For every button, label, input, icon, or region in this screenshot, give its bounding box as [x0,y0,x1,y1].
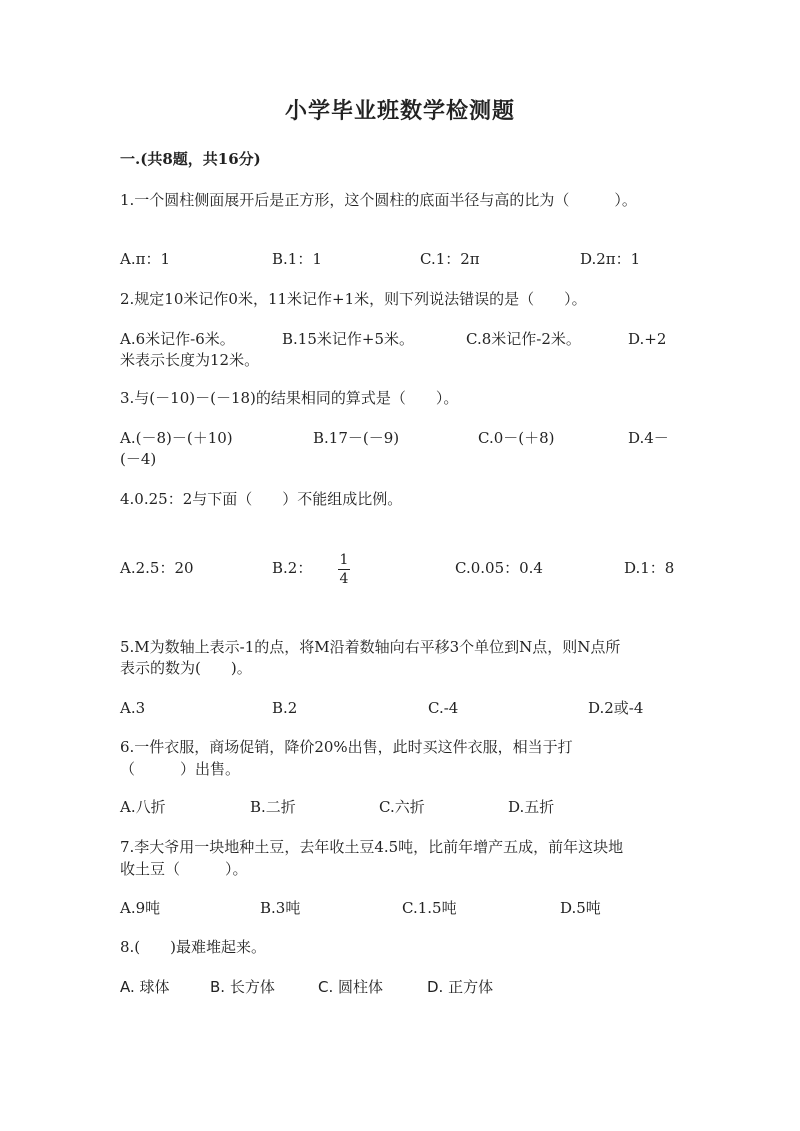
question-3-option-d: D.4－ [628,429,669,447]
question-2-text: 2.规定10米记作0米，11米记作+1米，则下列说法错误的是（ ）。 [120,290,587,308]
question-2-option-d: D.+2 [628,330,667,348]
fraction-bar [338,569,350,570]
fraction-numerator: 1 [339,552,349,568]
question-2-option-a: A.6米记作-6米。 [120,330,235,348]
question-6-text-line-1: 6.一件衣服，商场促销，降价20%出售，此时买这件衣服，相当于打 [120,738,573,756]
question-6-text-line-2: （ ）出售。 [120,760,241,778]
question-6-option-c: C.六折 [379,798,425,816]
question-2-option-b: B.15米记作+5米。 [282,330,414,348]
section-heading: 一.(共8题，共16分) [120,150,261,168]
question-5-option-b: B.2 [272,699,298,717]
question-5-option-a: A.3 [120,699,146,717]
question-2-option-c: C.8米记作-2米。 [466,330,581,348]
question-2-option-d-continued: 米表示长度为12米。 [120,351,260,369]
question-3-option-d-continued: (－4) [120,450,157,468]
question-4-option-d: D.1：8 [624,559,675,577]
question-6-option-a: A.八折 [120,798,166,816]
question-1-option-b: B.1：1 [272,250,322,268]
question-5-option-d: D.2或-4 [588,699,644,717]
question-1-option-c: C.1：2π [420,250,480,268]
question-8-option-d: D. 正方体 [427,978,494,996]
question-4-fraction [338,552,350,587]
question-1-option-a: A.π：1 [120,250,171,268]
question-5-text-line-1: 5.M为数轴上表示-1的点，将M沿着数轴向右平移3个单位到N点，则N点所 [120,638,621,656]
question-7-text-line-2: 收土豆（ ）。 [120,860,248,878]
question-4-option-a: A.2.5：20 [120,559,194,577]
question-8-option-c: C. 圆柱体 [318,978,384,996]
question-8-option-a: A. 球体 [120,978,170,996]
fraction-denominator: 4 [339,571,349,587]
question-8-text: 8.( )最难堆起来。 [120,938,267,956]
question-7-option-a: A.9吨 [120,899,161,917]
question-3-text: 3.与(－10)－(－18)的结果相同的算式是（ ）。 [120,389,459,407]
question-4-option-c: C.0.05：0.4 [455,559,543,577]
page-title: 小学毕业班数学检测题 [284,98,515,124]
question-4-text: 4.0.25：2与下面（ ）不能组成比例。 [120,490,403,508]
question-1-text: 1.一个圆柱侧面展开后是正方形，这个圆柱的底面半径与高的比为（ ）。 [120,191,637,209]
question-6-option-d: D.五折 [508,798,555,816]
question-1-option-d: D.2π：1 [580,250,641,268]
question-6-option-b: B.二折 [250,798,296,816]
question-7-option-b: B.3吨 [260,899,301,917]
question-5-option-c: C.-4 [428,699,459,717]
question-7-option-c: C.1.5吨 [402,899,457,917]
question-3-option-c: C.0－(＋8) [478,429,555,447]
question-7-option-d: D.5吨 [560,899,601,917]
question-5-text-line-2: 表示的数为( )。 [120,659,252,677]
question-3-option-b: B.17－(－9) [313,429,400,447]
question-7-text-line-1: 7.李大爷用一块地种土豆，去年收土豆4.5吨，比前年增产五成，前年这块地 [120,838,624,856]
question-3-option-a: A.(－8)－(＋10) [120,429,233,447]
question-4-option-b: B.2： [272,559,313,577]
question-8-option-b: B. 长方体 [210,978,275,996]
